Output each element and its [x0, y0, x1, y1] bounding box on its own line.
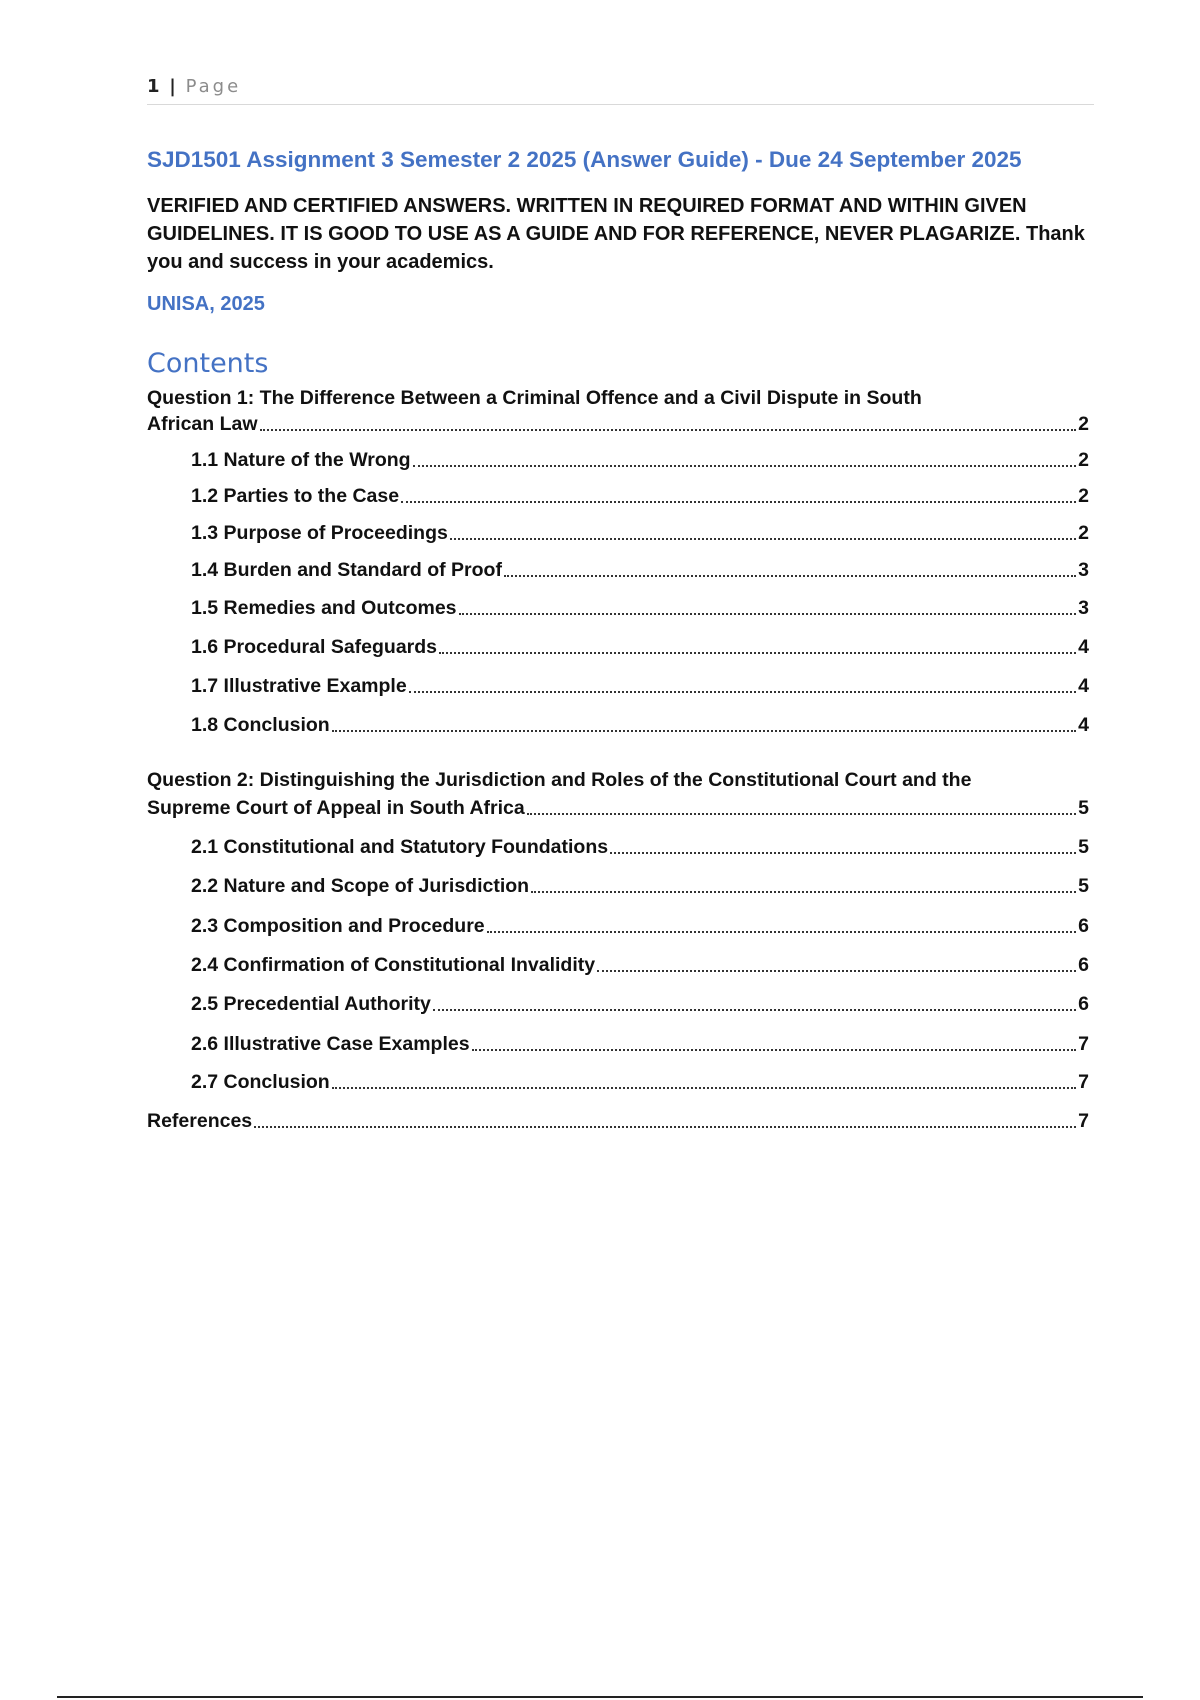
dot-leader: [459, 605, 1077, 615]
page-word: Page: [185, 76, 242, 97]
toc-page-number: 7: [1078, 1110, 1089, 1132]
toc-entry-label: 1.5 Remedies and Outcomes: [191, 597, 457, 619]
toc-page-number: 7: [1078, 1033, 1089, 1055]
toc-entry-1-2[interactable]: [191, 482, 1089, 510]
page-header: [147, 76, 1094, 105]
dot-leader: [531, 883, 1076, 893]
page-separator: |: [169, 76, 176, 97]
toc-page-number: 2: [1078, 485, 1089, 507]
toc-entry-label: References: [147, 1110, 253, 1132]
toc-entry-1-1[interactable]: [191, 446, 1089, 474]
toc-entry-label: Supreme Court of Appeal in South Africa: [147, 797, 525, 819]
toc-page-number: 3: [1078, 559, 1089, 581]
dot-leader: [527, 805, 1076, 815]
toc-page-number: 3: [1078, 597, 1089, 619]
toc-entry-label: 2.4 Confirmation of Constitutional Invalidity: [191, 954, 596, 976]
dot-leader: [472, 1041, 1077, 1051]
toc-entry-1-6[interactable]: [191, 633, 1089, 661]
toc-page-number: 6: [1078, 954, 1089, 976]
toc-entry-1-3[interactable]: [191, 519, 1089, 547]
dot-leader: [487, 923, 1077, 933]
toc-q1-line1[interactable]: Question 1: The Difference Between a Criminal Offence and a Civil Dispute in South: [147, 387, 922, 409]
toc-entry-2-6[interactable]: [191, 1030, 1089, 1058]
dot-leader: [450, 530, 1076, 540]
toc-entry-label: 2.5 Precedential Authority: [191, 993, 431, 1015]
dot-leader: [504, 567, 1076, 577]
toc-page-number: 6: [1078, 993, 1089, 1015]
toc-entry-2-1[interactable]: [191, 833, 1089, 861]
dot-leader: [254, 1118, 1076, 1128]
footer-rule: [57, 1696, 1143, 1698]
toc-entry-label: African Law: [147, 413, 258, 435]
dot-leader: [260, 421, 1077, 431]
dot-leader: [401, 493, 1076, 503]
toc-entry-label: 1.7 Illustrative Example: [191, 675, 407, 697]
toc-entry-label: 1.3 Purpose of Proceedings: [191, 522, 448, 544]
toc-entry-label: 2.2 Nature and Scope of Jurisdiction: [191, 875, 530, 897]
toc-entry-1-8[interactable]: [191, 711, 1089, 739]
toc-entry-1-5[interactable]: [191, 594, 1089, 622]
notice-text: VERIFIED AND CERTIFIED ANSWERS. WRITTEN IN REQUIRED FORMAT AND WITHIN GIVEN GUIDELINES. IT IS GOOD TO USE AS A GUIDE AND FOR REFERENCE, NEVER PLAGARIZE. Thank you and success in your academics.: [147, 195, 1085, 273]
toc-entry-label: 1.1 Nature of the Wrong: [191, 449, 411, 471]
toc-entry-1-4[interactable]: [191, 556, 1089, 584]
toc-entry-label: 2.7 Conclusion: [191, 1071, 330, 1093]
toc-page-number: 5: [1078, 836, 1089, 858]
toc-entry-2-2[interactable]: [191, 872, 1089, 900]
toc-entry-label: 1.2 Parties to the Case: [191, 485, 400, 507]
toc-entry-label: 2.1 Constitutional and Statutory Foundations: [191, 836, 609, 858]
dot-leader: [413, 457, 1077, 467]
toc-q2-line1[interactable]: Question 2: Distinguishing the Jurisdiction and Roles of the Constitutional Court and the: [147, 769, 972, 791]
dot-leader: [409, 683, 1076, 693]
toc-entry-2-4[interactable]: [191, 951, 1089, 979]
toc-page-number: 5: [1078, 797, 1089, 819]
toc-entry-label: 1.4 Burden and Standard of Proof: [191, 559, 502, 581]
toc-entry-1-7[interactable]: [191, 672, 1089, 700]
toc-entry-2-5[interactable]: [191, 990, 1089, 1018]
toc-page-number: 2: [1078, 449, 1089, 471]
page-number: 1: [147, 76, 160, 97]
toc-page-number: 4: [1078, 675, 1089, 697]
toc-entry-q1[interactable]: [147, 410, 1089, 438]
document-title: SJD1501 Assignment 3 Semester 2 2025 (Answer Guide) - Due 24 September 2025: [147, 147, 1022, 172]
toc-entry-label: 2.3 Composition and Procedure: [191, 915, 485, 937]
toc-page-number: 2: [1078, 413, 1089, 435]
dot-leader: [439, 644, 1076, 654]
toc-page-number: 2: [1078, 522, 1089, 544]
toc-entry-references[interactable]: [147, 1107, 1089, 1135]
dot-leader: [332, 722, 1076, 732]
toc-page-number: 4: [1078, 636, 1089, 658]
dot-leader: [597, 962, 1076, 972]
toc-entry-q2[interactable]: [147, 794, 1089, 822]
toc-entry-label: 1.6 Procedural Safeguards: [191, 636, 438, 658]
organization-year: UNISA, 2025: [147, 293, 265, 315]
toc-page-number: 5: [1078, 875, 1089, 897]
toc-page-number: 6: [1078, 915, 1089, 937]
toc-entry-label: 1.8 Conclusion: [191, 714, 330, 736]
dot-leader: [433, 1001, 1076, 1011]
toc-entry-2-7[interactable]: [191, 1068, 1089, 1096]
toc-page-number: 7: [1078, 1071, 1089, 1093]
dot-leader: [610, 844, 1076, 854]
toc-entry-2-3[interactable]: [191, 912, 1089, 940]
contents-heading: Contents: [147, 348, 269, 379]
toc-entry-label: 2.6 Illustrative Case Examples: [191, 1033, 470, 1055]
toc-page-number: 4: [1078, 714, 1089, 736]
dot-leader: [332, 1079, 1076, 1089]
